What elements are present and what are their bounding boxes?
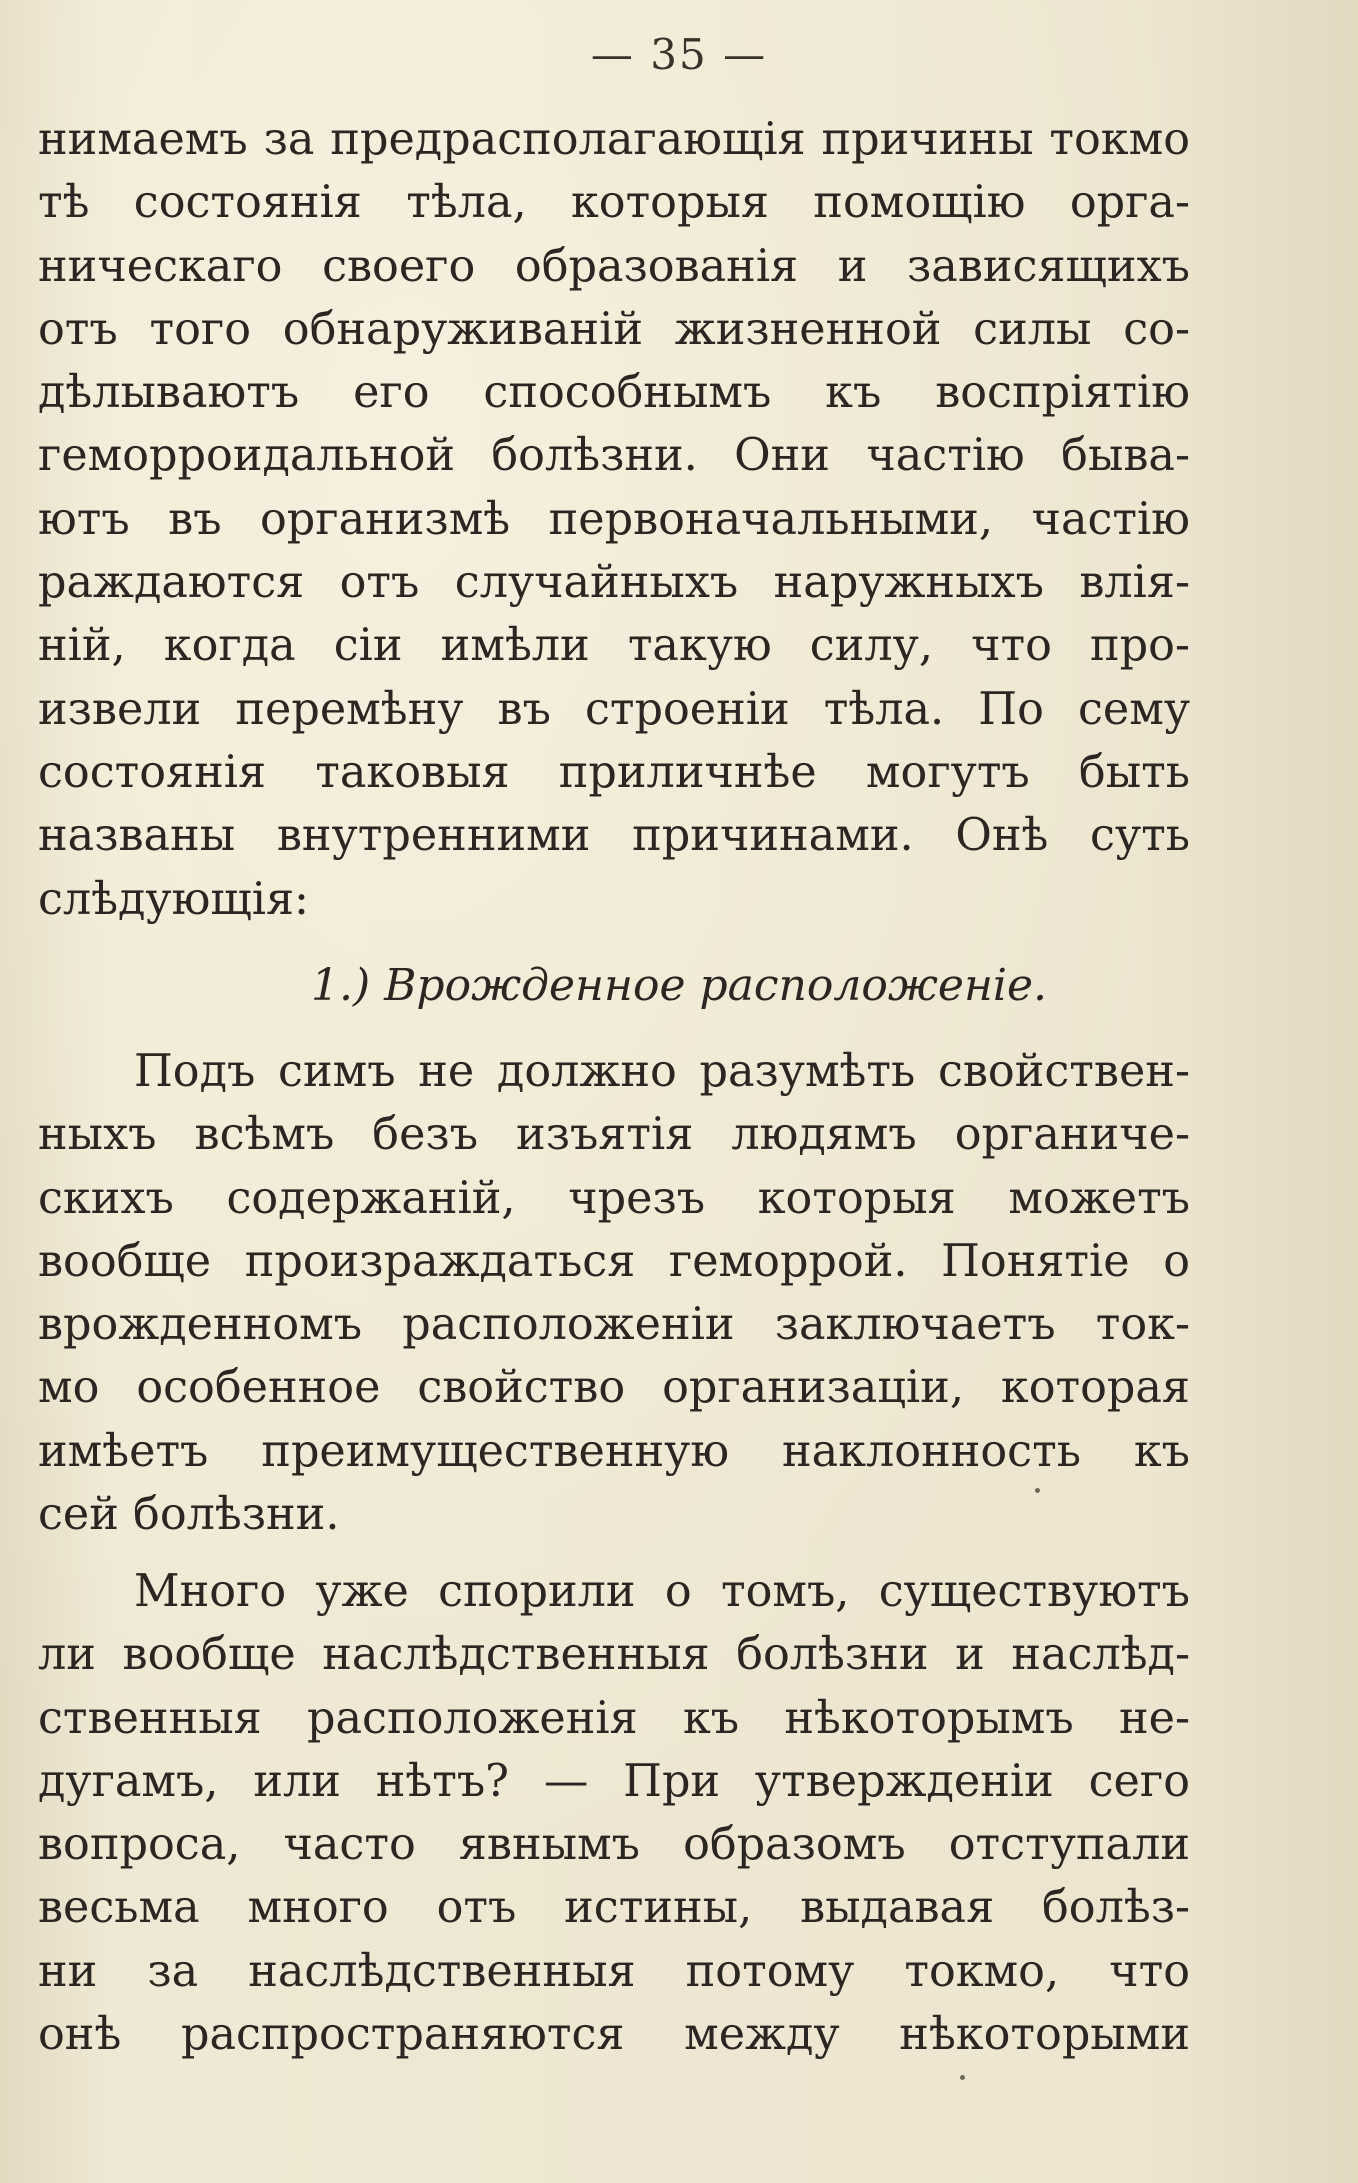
text-line: названы внутренними причинами. Онѣ суть (38, 810, 1190, 862)
text-line: ныхъ всѣмъ безъ изъятія людямъ органиче- (38, 1109, 1190, 1161)
text-line: вопроса, часто явнымъ образомъ отступали (38, 1819, 1190, 1871)
text-line: вообще произраждаться геморрой. Понятіе о (38, 1235, 1190, 1287)
text-line: весьма много отъ истины, выдавая болѣз- (38, 1882, 1190, 1934)
page-number: — 35 — (590, 30, 768, 79)
text-line: ній, когда сіи имѣли такую силу, что про- (38, 620, 1190, 672)
paragraph-2 (38, 1040, 1190, 1546)
text-line: Много уже спорили о томъ, существуютъ (134, 1566, 1190, 1617)
text-line: врожденномъ расположеніи заключаетъ ток- (38, 1299, 1190, 1351)
text-line: тѣ состоянія тѣла, которыя помощію орга- (38, 177, 1190, 229)
paragraph-1 (38, 108, 1190, 931)
text-line: сей болѣзни. (38, 1489, 340, 1541)
ink-speck (960, 2075, 965, 2080)
text-line: ютъ въ организмѣ первоначальными, частію (38, 493, 1190, 545)
section-heading: 1.) Врожденное расположеніе. (310, 960, 1048, 1011)
text-line: ли вообще наслѣдственныя болѣзни и наслѣд- (38, 1629, 1190, 1681)
text-line: дугамъ, или нѣтъ? — При утвержденіи сего (38, 1755, 1190, 1807)
text-line: имѣетъ преимущественную наклонность къ (38, 1425, 1190, 1477)
text-line: извели перемѣну въ строеніи тѣла. По сему (38, 683, 1190, 735)
ink-speck (1035, 1488, 1040, 1493)
text-line: мо особенное свойство организаціи, которая (38, 1362, 1190, 1414)
text-line: геморроидальной болѣзни. Они частію быва- (38, 430, 1190, 482)
text-line: состоянія таковыя приличнѣе могутъ быть (38, 746, 1190, 798)
text-line: нимаемъ за предрасполагающія причины токмо (38, 114, 1190, 165)
text-line: Подъ симъ не должно разумѣть свойствен- (134, 1046, 1190, 1097)
text-line: раждаются отъ случайныхъ наружныхъ влія- (38, 557, 1190, 609)
text-line: ническаго своего образованія и зависящихъ (38, 240, 1190, 292)
text-line: отъ того обнаруживаній жизненной силы со- (38, 303, 1190, 355)
text-line: скихъ содержаній, чрезъ которыя можетъ (38, 1172, 1190, 1224)
text-line: онѣ распространяются между нѣкоторыми (38, 2009, 1190, 2061)
text-line: слѣдующія: (38, 873, 310, 925)
paragraph-3 (38, 1560, 1190, 2066)
text-line: дѣлываютъ его способнымъ къ воспріятію (38, 367, 1190, 419)
text-line: ни за наслѣдственныя потому токмо, что (38, 1945, 1190, 1997)
text-line: ственныя расположенія къ нѣкоторымъ не- (38, 1692, 1190, 1744)
